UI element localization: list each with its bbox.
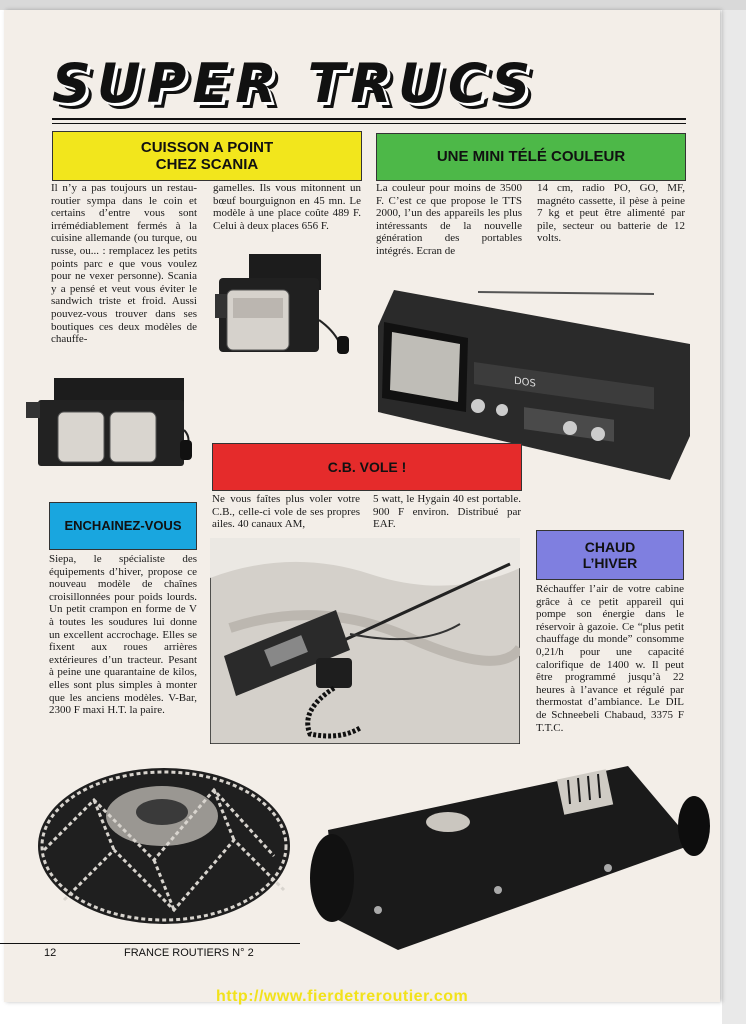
magazine-issue: FRANCE ROUTIERS N° 2 xyxy=(124,947,254,959)
hiver-heading: CHAUD L’HIVER xyxy=(536,530,684,580)
snow-chain-tire-photo xyxy=(34,760,296,928)
chaines-heading: ENCHAINEZ-VOUS xyxy=(49,502,197,550)
scan-top-edge xyxy=(0,0,746,10)
footer-rule xyxy=(0,943,300,944)
masthead-rule-thin xyxy=(52,123,686,124)
scania-heading: CUISSON A POINT CHEZ SCANIA xyxy=(52,131,362,181)
masthead-rule xyxy=(52,118,686,120)
watermark-url[interactable]: http://www.fierdetreroutier.com xyxy=(216,988,469,1005)
food-warmer-double-photo xyxy=(24,374,204,474)
page-number: 12 xyxy=(44,947,57,959)
tele-text-col1: La couleur pour moins de 3500 F. C’est ce que propose le TTS 2000, l’un des appareils les plus intéressants de la nouvelle génération des portables intégrés. Ecran de xyxy=(376,182,522,257)
scan-right-edge xyxy=(722,10,746,1024)
cb-heading: C.B. VOLE ! xyxy=(212,443,522,491)
scania-text-col1: Il n’y a pas toujours un restau-routier sympa dans le coin et certains d’entre vous sont irrémédiablement fermés à la cuisine allemande (ou turque, ou russe, ou... : remplacez les petits points parc e que vous voulez pour ne vexer personne). Scania y a pensé et veut vous éviter le sandwich triste et froid. Aussi pouvez-vous trouver dans ses boutiques ces deux modèles de chauffe- xyxy=(51,182,197,346)
cb-text-col2: 5 watt, le Hygain 40 est portable. 900 F environ. Distribué par EAF. xyxy=(373,493,521,531)
cb-radio-photo xyxy=(210,538,520,744)
cb-text-col1: Ne vous faîtes plus voler votre C.B., celle-ci vole de ses propres ailes. 40 canaux AM, xyxy=(212,493,360,531)
food-warmer-single-photo xyxy=(215,250,355,365)
svg-text:DOS: DOS xyxy=(514,375,536,390)
hiver-text: Réchauffer l’air de votre cabine grâce à ce petit appareil qui pompe son énergie dans le réservoir à gazoie. Ce “plus petit chauffage du monde” consomme 0,21/h pour une capacité calorifique de 1400 w. Il peut être programmé jusqu’à 22 heures à l’avance et régulé par thermostat d’ambiance. Le DIL de Schneebeli Chabaud, 3375 F T.T.C. xyxy=(536,583,684,734)
tele-heading: UNE MINI TÉLÉ COULEUR xyxy=(376,133,686,181)
cabin-heater-photo xyxy=(298,760,714,956)
tele-text-col2: 14 cm, radio PO, GO, MF, magnéto cassette, il pèse à peine 7 kg et peut être alimenté par pile, secteur ou batterie de 12 volts. xyxy=(537,182,685,245)
chaines-text: Siepa, le spécialiste des équipements d’hiver, propose ce nouveau modèle de chaînes croisillonnées pour poids lourds. Un petit crampon en forme de V à toutes les soudures lui donne un excellent accrochage. Elles se fixent aux roues arrières extérieures d’un tracteur. Pesant à peine une quarantaine de kilos, elles sont plus simples à monter que les anciens modèles. V-Bar, 2300 F maxi H.T. la paire. xyxy=(49,553,197,717)
masthead-title: SUPER TRUCS xyxy=(52,52,537,115)
scania-text-col2: gamelles. Ils vous mitonnent un bœuf bourguignon en 45 mn. Le modèle à une place coûte 489 F. Celui à deux places 656 F. xyxy=(213,182,361,232)
